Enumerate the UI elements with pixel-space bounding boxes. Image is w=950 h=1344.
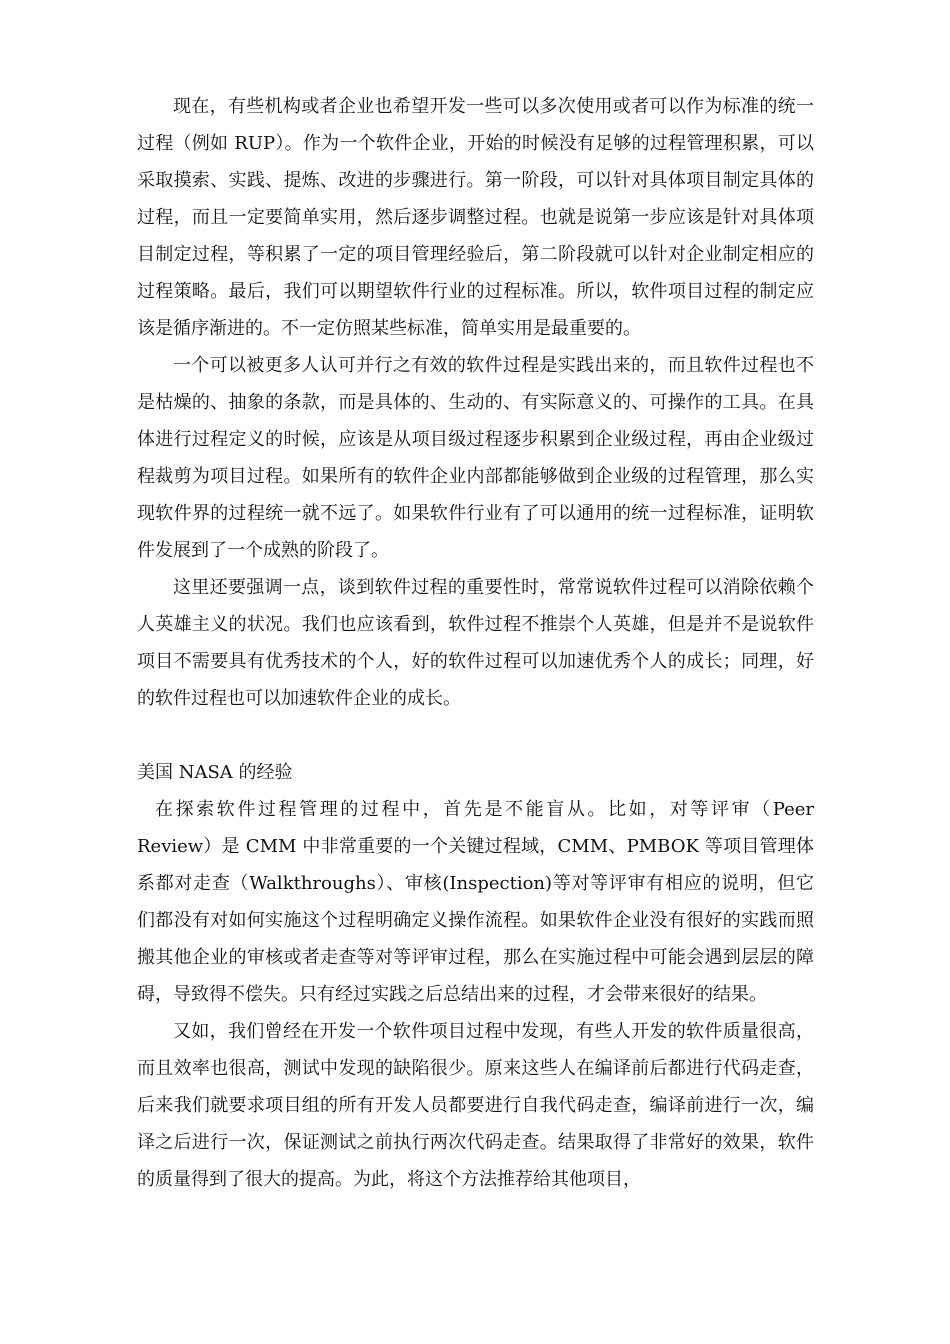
paragraph-individual-heroism: 这里还要强调一点，谈到软件过程的重要性时，常常说软件过程可以消除依赖个人英雄主义的状况。我们也应该看到，软件过程不推崇个人英雄，但是并不是说软件项目不需要具有优秀技术的个人，好的软件过程可以加速优秀个人的成长；同理，好的软件过程也可以加速软件企业的成长。 <box>137 577 814 709</box>
paragraph-standard-process: 现在，有些机构或者企业也希望开发一些可以多次使用或者可以作为标准的统一过程（例如 RUP）。作为一个软件企业，开始的时候没有足够的过程管理积累，可以采取摸索、实践、提炼、改进的步骤进行。第一阶段，可以针对具体项目制定具体的过程，而且一定要简单实用，然后逐步调整过程。也就是说第一步应该是针对具体项目制定过程，等积累了一定的项目管理经验后，第二阶段就可以针对企业制定相应的过程策略。最后，我们可以期望软件行业的过程标准。所以，软件项目过程的制定应该是循序渐进的。不一定仿照某些标准，简单实用是最重要的。 <box>137 96 814 339</box>
section-heading: 美国 NASA 的经验 <box>137 762 293 783</box>
paragraph-practice-process: 一个可以被更多人认可并行之有效的软件过程是实践出来的，而且软件过程也不是枯燥的、抽象的条款，而是具体的、生动的、有实际意义的、可操作的工具。在具体进行过程定义的时候，应该是从项目级过程逐步积累到企业级过程，再由企业级过程裁剪为项目过程。如果所有的软件企业内部都能够做到企业级的过程管理，那么实现软件界的过程统一就不远了。如果软件行业有了可以通用的统一过程标准，证明软件发展到了一个成熟的阶段了。 <box>137 355 814 561</box>
document-body <box>137 88 814 1198</box>
paragraph-peer-review: 在探索软件过程管理的过程中，首先是不能盲从。比如，对等评审（Peer Review）是 CMM 中非常重要的一个关键过程域，CMM、PMBOK 等项目管理体系都对走查（Walkthroughs）、审核(Inspection)等对等评审有相应的说明，但它们都没有对如何实施这个过程明确定义操作流程。如果软件企业没有很好的实践而照搬其他企业的审核或者走查等对等评审过程，那么在实施过程中可能会遇到层层的障碍，导致得不偿失。只有经过实践之后总结出来的过程，才会带来很好的结果。 <box>137 799 814 1005</box>
section-gap <box>137 717 814 754</box>
paragraph-code-walkthrough: 又如，我们曾经在开发一个软件项目过程中发现，有些人开发的软件质量很高，而且效率也很高，测试中发现的缺陷很少。原来这些人在编译前后都进行代码走查，后来我们就要求项目组的所有开发人员都要进行自我代码走查，编译前进行一次，编译之后进行一次，保证测试之前执行两次代码走查。结果取得了非常好的效果，软件的质量得到了很大的提高。为此，将这个方法推荐给其他项目， <box>137 1021 814 1190</box>
